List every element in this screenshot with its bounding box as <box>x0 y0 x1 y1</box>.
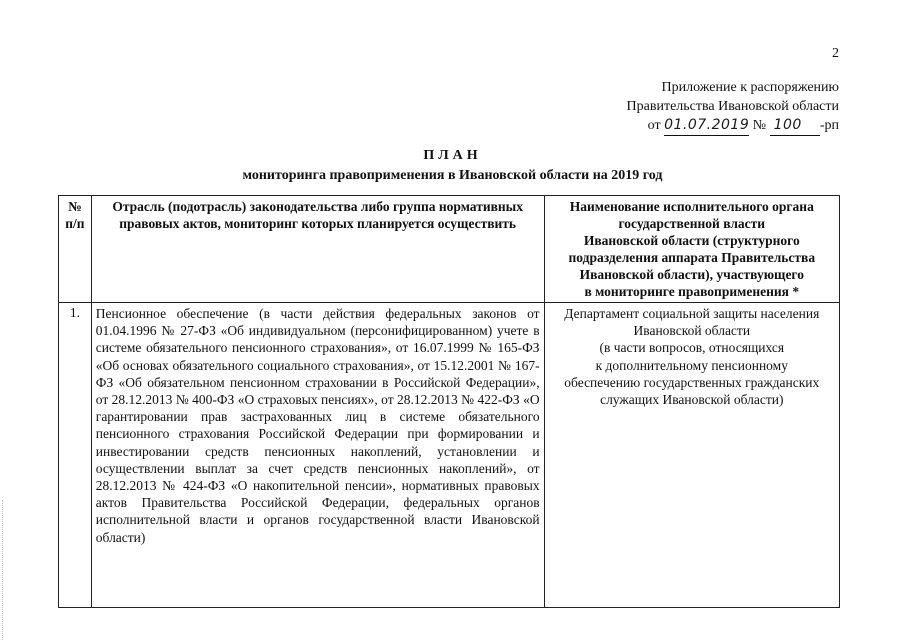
row-body-line: (в части вопросов, относящихся <box>599 340 785 356</box>
appendix-suffix: -рп <box>819 118 839 133</box>
header-body-line: Ивановской области), участвующего <box>579 267 804 282</box>
page-number: 2 <box>832 46 839 61</box>
plan-title-line-2: мониторинга правоприменения в Ивановской области на 2019 год <box>242 168 663 183</box>
appendix-date: 01.07.2019 <box>664 116 749 136</box>
header-body <box>544 196 839 303</box>
row-body-line: Ивановской области <box>633 323 751 339</box>
header-body-line: государственной власти <box>618 216 766 231</box>
appendix-line-2: Правительства Ивановской области <box>626 99 839 114</box>
header-area: Отрасль (подотрасль) законодательства либо группа нормативных правовых актов, мониторинг которых планируется осуществить <box>91 196 544 303</box>
header-body-line: Ивановской области (структурного <box>583 233 800 248</box>
row-num: 1. <box>59 303 92 608</box>
row-body-line: обеспечению государственных гражданских <box>564 374 820 390</box>
row-body <box>544 303 839 608</box>
header-body-line: Наименование исполнительного органа <box>569 199 814 214</box>
plan-title-line-1: ПЛАН <box>423 148 482 163</box>
table-row <box>59 303 840 608</box>
header-num: № п/п <box>59 196 92 303</box>
table-header-row <box>59 196 840 303</box>
appendix-number: 100 <box>770 116 820 136</box>
appendix-block <box>627 78 839 136</box>
appendix-number-prefix: № <box>752 118 767 133</box>
plan-title <box>0 146 905 186</box>
row-body-line: к дополнительному пенсионному <box>595 357 788 373</box>
row-body-line: служащих Ивановской области) <box>600 392 784 408</box>
appendix-line-3 <box>627 116 839 136</box>
scan-margin-marks <box>2 500 4 640</box>
appendix-from-prefix: от <box>647 118 661 133</box>
row-body-line: Департамент социальной защиты населения <box>564 306 820 321</box>
appendix-line-1: Приложение к распоряжению <box>661 80 839 95</box>
plan-table <box>58 195 840 608</box>
header-body-line: подразделения аппарата Правительства <box>568 250 816 265</box>
header-body-line: в мониторинге правоприменения * <box>584 284 800 299</box>
row-area: Пенсионное обеспечение (в части действия федеральных законов от 01.04.1996 № 27-ФЗ «Об индивидуальном (персонифицированном) учете в системе обязательного пенсионного страхования», от 16.07.1999 № 165-ФЗ «Об основах обязательного социального страхования», от 15.12.2001 № 167-ФЗ «Об обязательном пенсионном страховании в Российской Федерации», от 28.12.2013 № 400-ФЗ «О страховых пенсиях», от 28.12.2013 № 422-ФЗ «О гарантировании прав застрахованных лиц в системе обязательного пенсионного страхования Российской Федерации при формировании и инвестировании средств пенсионных накоплений, установлении и осуществлении выплат за счет средств пенсионных накоплений», от 28.12.2013 № 424-ФЗ «О накопительной пенсии», нормативных правовых актов Правительства Российской Федерации, федеральных органов исполнительной власти и органов государственной власти Ивановской области) <box>91 303 544 608</box>
